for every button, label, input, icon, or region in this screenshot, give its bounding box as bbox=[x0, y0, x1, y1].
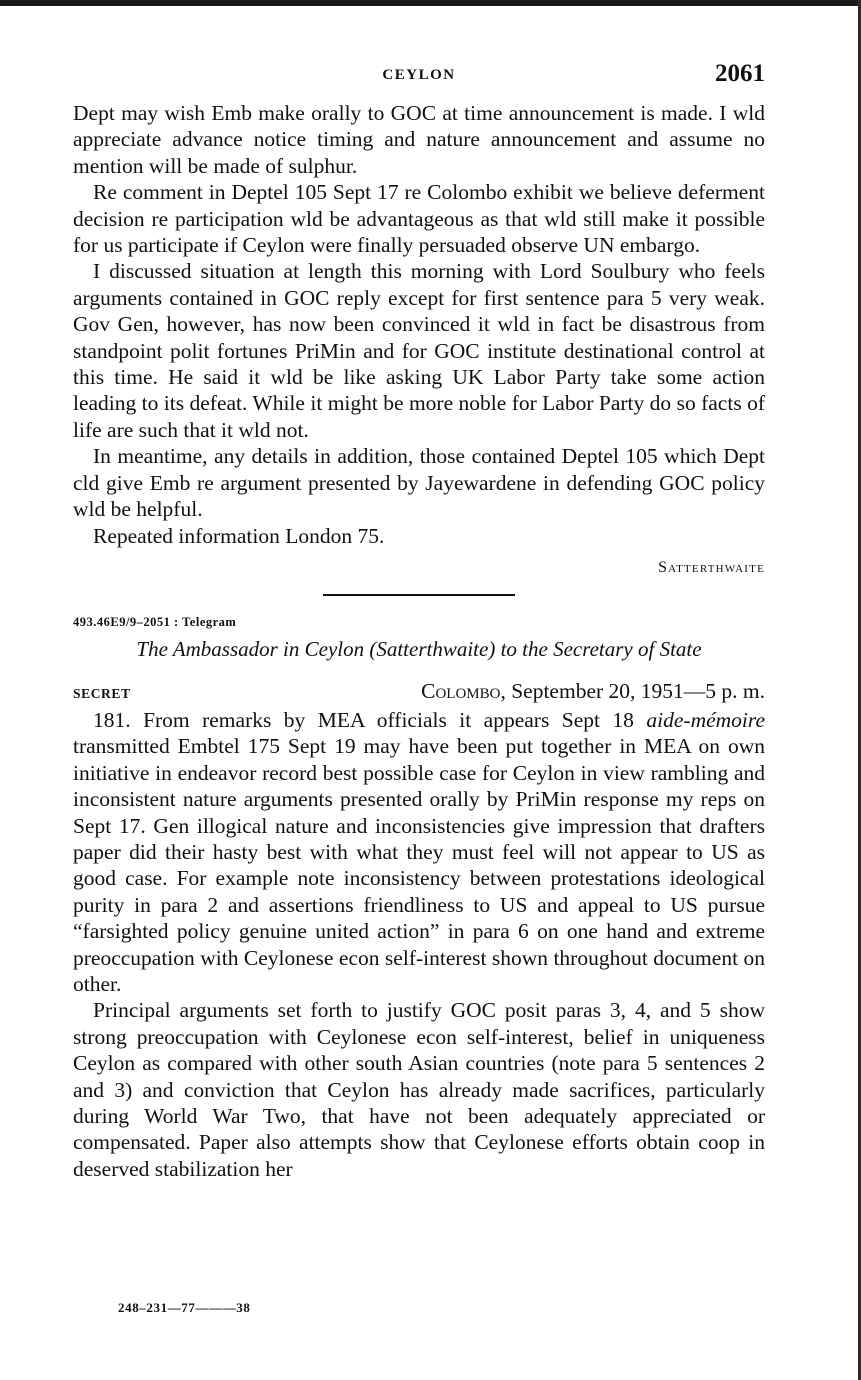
body-paragraph-5: Repeated information London 75. bbox=[93, 523, 385, 548]
classification: SECRET bbox=[73, 685, 131, 701]
running-head: CEYLON bbox=[382, 67, 456, 83]
body-paragraph-3: I discussed situation at length this morning with Lord Soulbury who feels arguments contained in GOC reply except for first sentence para 5 very weak. Gov Gen, however, has now been convinced it wld in fact be disastrous from standpoint polit fortunes PriMin and for GOC institute destinational control at this time. He said it wld be like asking UK Labor Party take some action leading to its defeat. While it might be more noble for Labor Party do so facts of life are such that it wld not. bbox=[73, 259, 765, 442]
scan-top-edge bbox=[0, 0, 861, 6]
document-page bbox=[73, 60, 765, 1182]
dateline bbox=[421, 679, 765, 704]
telegram-paragraph-1 bbox=[73, 707, 765, 997]
telegram-paragraph-1-rest: transmitted Embtel 175 Sept 19 may have been put together in MEA on own initiative in endeavor record best possible case for Ceylon in view rambling and inconsistent nature arguments presented orally by PriMin response my reps on Sept 17. Gen illogical nature and inconsistencies give impression that drafters paper did their hasty best with what they must feel will not appear to US as good case. For example note inconsistency between protestations ideological purity in para 2 and assertions friendliness to US and appeal to US pursue “farsighted policy genuine united action” in para 6 on one hand and extreme preoccupation with Ceylonese econ self-interest shown throughout document on other. bbox=[73, 734, 765, 996]
aide-memoire-term: aide-mémoire bbox=[646, 707, 765, 732]
dateline-place: Colombo bbox=[421, 678, 501, 703]
body-paragraph-2: Re comment in Deptel 105 Sept 17 re Colombo exhibit we believe deferment decision re participation wld be advantageous as that wld still make it possible for us participate if Ceylon were finally persuaded observe UN embargo. bbox=[73, 180, 765, 258]
printer-code: 248–231—77———38 bbox=[118, 1300, 251, 1315]
body-paragraph-1: Dept may wish Emb make orally to GOC at time announcement is made. I wld appreciate advance notice timing and nature announcement and assume no mention will be made of sulphur. bbox=[73, 101, 765, 178]
telegram-paragraph-2: Principal arguments set forth to justify GOC posit paras 3, 4, and 5 show strong preoccupation with Ceylonese econ self-interest, belief in uniqueness Ceylon as compared with other south Asian countries (note para 5 sentences 2 and 3) and conviction that Ceylon has already made sacrifices, particularly during World War Two, that have not been adequately appreciated or compensated. Paper also attempts show that Ceylonese efforts obtain coop in deserved stabilization her bbox=[73, 998, 765, 1181]
page-header bbox=[73, 60, 765, 100]
signature: Satterthwaite bbox=[658, 558, 765, 576]
dateline-date: , September 20, 1951—5 p. m. bbox=[500, 678, 765, 703]
telegram-paragraph-1-start: 181. From remarks by MEA officials it appears Sept 18 bbox=[93, 707, 647, 732]
file-number: 493.46E9/9–2051 : Telegram bbox=[73, 614, 237, 629]
section-divider bbox=[323, 594, 515, 596]
document-title: The Ambassador in Ceylon (Satterthwaite) to the Secretary of State bbox=[136, 636, 702, 661]
page-number: 2061 bbox=[715, 60, 765, 87]
body-paragraph-4: In meantime, any details in addition, those contained Deptel 105 which Dept cld give Emb re argument presented by Jayewardene in defending GOC policy wld be helpful. bbox=[73, 444, 765, 522]
dateline-row bbox=[73, 679, 765, 707]
